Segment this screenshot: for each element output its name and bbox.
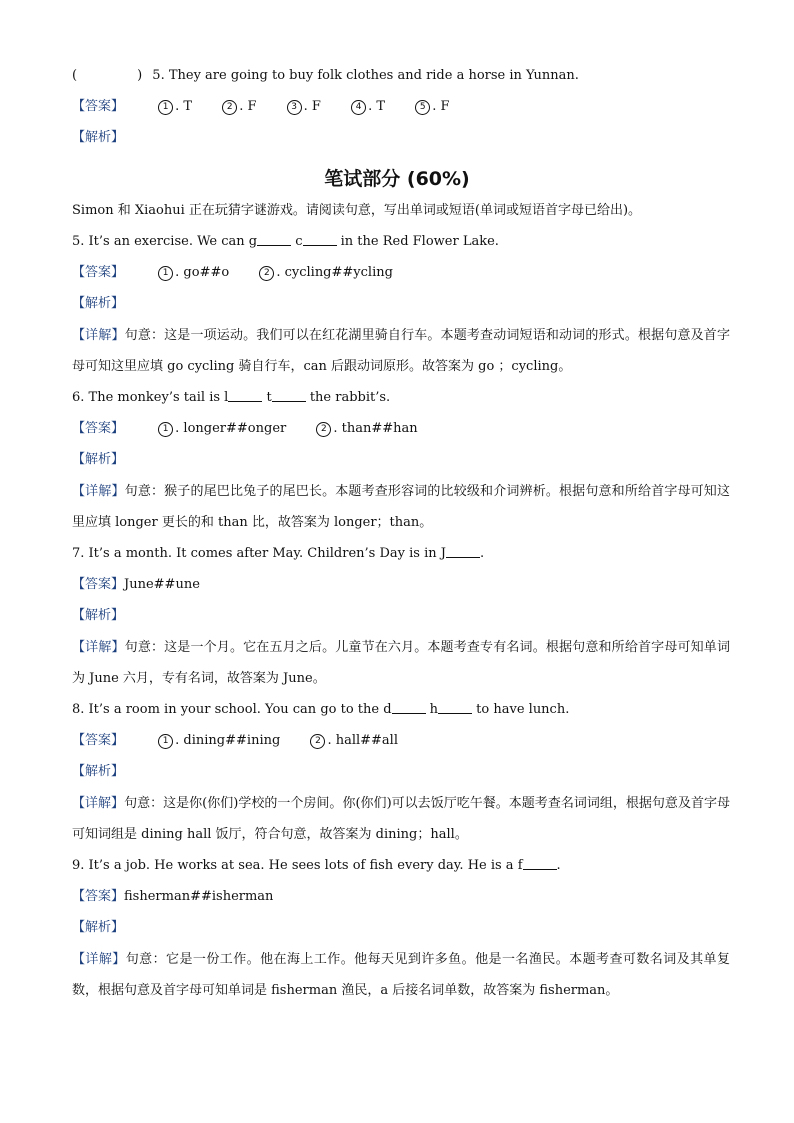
question-text: h xyxy=(425,702,439,717)
detail-label: 【详解】 xyxy=(72,796,125,811)
answer-value: . go##o xyxy=(175,265,230,280)
question-text: 7. It’s a month. It comes after May. Children’s Day is in J xyxy=(72,546,446,561)
question-5 xyxy=(72,232,730,252)
answer-value: fisherman##isherman xyxy=(124,889,274,904)
answer-blank xyxy=(228,389,262,402)
answer-label: 【答案】 xyxy=(72,733,125,748)
answer-row xyxy=(72,575,730,595)
answer-number: 5 xyxy=(415,100,430,115)
answer-row xyxy=(72,731,730,751)
detail-paragraph xyxy=(72,788,730,850)
tf-answer-row xyxy=(72,97,730,117)
question-8 xyxy=(72,700,730,720)
question-text: 8. It’s a room in your school. You can go to the d xyxy=(72,702,392,717)
question-6 xyxy=(72,388,730,408)
answer-label: 【答案】 xyxy=(72,265,125,280)
detail-text: 句意：这是一项运动。我们可以在红花湖里骑自行车。本题考查动词短语和动词的形式。根据句意及首字母可知这里应填 go cycling 骑自行车，can 后跟动词原形。故答案为 go ；cycling。 xyxy=(72,328,730,374)
detail-text: 句意：猴子的尾巴比兔子的尾巴长。本题考查形容词的比较级和介词辨析。根据句意和所给首字母可知这里应填 longer 更长的和 than 比，故答案为 longer；than。 xyxy=(72,484,730,530)
question-text: t xyxy=(262,390,272,405)
analysis-label: 【解析】 xyxy=(72,452,125,467)
paren-close: ) xyxy=(137,68,143,83)
detail-label: 【详解】 xyxy=(72,640,125,655)
paren-open: ( xyxy=(72,68,78,83)
question-text: 6. The monkey’s tail is l xyxy=(72,390,229,405)
question-text: to have lunch. xyxy=(472,702,570,717)
answer-blank xyxy=(257,233,291,246)
question-text: 9. It’s a job. He works at sea. He sees lots of fish every day. He is a f xyxy=(72,858,523,873)
question-text: 5. It’s an exercise. We can g xyxy=(72,234,258,249)
analysis-row xyxy=(72,606,730,626)
answer-number: 4 xyxy=(351,100,366,115)
answer-row xyxy=(72,263,730,283)
analysis-row xyxy=(72,128,730,148)
answer-blank xyxy=(523,857,557,870)
question-text: 5. They are going to buy folk clothes and ride a horse in Yunnan. xyxy=(152,68,579,83)
answer-blank xyxy=(446,545,480,558)
answer-number: 1 xyxy=(158,100,173,115)
answer-blank xyxy=(303,233,337,246)
question-text: . xyxy=(556,858,561,873)
question-text: . xyxy=(479,546,485,561)
answer-row xyxy=(72,887,730,907)
section-title: 笔试部分 (60%) xyxy=(324,168,470,190)
answer-value: . F xyxy=(432,99,450,114)
instruction: Simon 和 Xiaohui 正在玩猜字谜游戏。请阅读句意，写出单词或短语(单词或短语首字母已给出)。 xyxy=(72,203,642,218)
detail-label: 【详解】 xyxy=(72,484,125,499)
detail-paragraph xyxy=(72,320,730,382)
analysis-row xyxy=(72,294,730,314)
answer-value: . F xyxy=(239,99,257,114)
answer-number: 2 xyxy=(259,266,274,281)
answer-blank xyxy=(272,389,306,402)
answer-row xyxy=(72,419,730,439)
detail-text: 句意：这是你(你们)学校的一个房间。你(你们)可以去饭厅吃午餐。本题考查名词词组，根据句意及首字母可知词组是 dining hall 饭厅，符合句意，故答案为 dining；hall。 xyxy=(72,796,730,842)
answer-value: . than##han xyxy=(333,421,418,436)
question-text: the rabbit’s. xyxy=(305,390,391,405)
analysis-label: 【解析】 xyxy=(72,764,125,779)
answer-label: 【答案】 xyxy=(72,577,125,592)
answer-value: . hall##all xyxy=(327,733,398,748)
question-9 xyxy=(72,856,730,876)
question-text: c xyxy=(291,234,303,249)
answer-number: 2 xyxy=(310,734,325,749)
answer-value: . dining##ining xyxy=(175,733,281,748)
answer-value: . cycling##ycling xyxy=(276,265,393,280)
question-text: in the Red Flower Lake. xyxy=(336,234,499,249)
answer-label: 【答案】 xyxy=(72,421,125,436)
analysis-label: 【解析】 xyxy=(72,920,125,935)
analysis-row xyxy=(72,450,730,470)
answer-label: 【答案】 xyxy=(72,99,125,114)
answer-number: 1 xyxy=(158,734,173,749)
answer-number: 2 xyxy=(222,100,237,115)
detail-text: 句意：这是一个月。它在五月之后。儿童节在六月。本题考查专有名词。根据句意和所给首字母可知单词为 June 六月，专有名词，故答案为 June。 xyxy=(72,640,730,686)
answer-value: . T xyxy=(368,99,386,114)
answer-label: 【答案】 xyxy=(72,889,125,904)
analysis-label: 【解析】 xyxy=(72,608,125,623)
detail-label: 【详解】 xyxy=(72,952,126,967)
detail-label: 【详解】 xyxy=(72,328,125,343)
detail-paragraph xyxy=(72,944,730,1006)
answer-value: . longer##onger xyxy=(175,421,287,436)
analysis-row xyxy=(72,762,730,782)
detail-paragraph xyxy=(72,476,730,538)
answer-number: 3 xyxy=(287,100,302,115)
analysis-label: 【解析】 xyxy=(72,130,125,145)
answer-number: 2 xyxy=(316,422,331,437)
answer-value: June##une xyxy=(124,577,200,592)
answer-number: 1 xyxy=(158,266,173,281)
answer-value: . F xyxy=(303,99,321,114)
answer-value: . T xyxy=(175,99,193,114)
answer-blank xyxy=(392,701,426,714)
analysis-label: 【解析】 xyxy=(72,296,125,311)
tf-question-5 xyxy=(72,66,730,86)
detail-paragraph xyxy=(72,632,730,694)
answer-number: 1 xyxy=(158,422,173,437)
analysis-row xyxy=(72,918,730,938)
question-7 xyxy=(72,544,730,564)
answer-blank xyxy=(438,701,472,714)
detail-text: 句意：它是一份工作。他在海上工作。他每天见到许多鱼。他是一名渔民。本题考查可数名词及其单复数，根据句意及首字母可知单词是 fisherman 渔民，a 后接名词单数，故答案为 fisherman。 xyxy=(72,952,730,998)
